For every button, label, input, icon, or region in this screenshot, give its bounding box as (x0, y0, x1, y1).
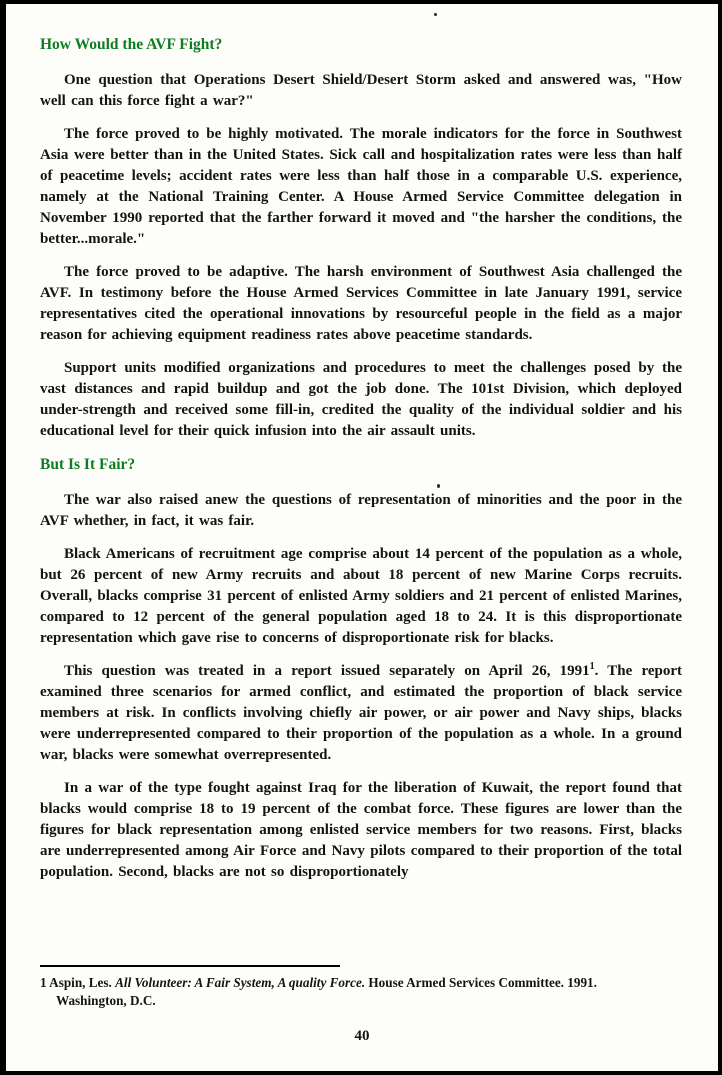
paragraph-6: Black Americans of recruitment age comprise about 14 percent of the population as a whole, but 26 percent of new Army recruits and about 18 percent of new Marine Corps recruits. Overall, blacks comprise 31 percent of enlisted Army soldiers and 21 percent of enlisted Marines, compared to 12 percent of the general population aged 18 to 24. It is this disproportionate representation which gave rise to concerns of disproportionate risk for blacks. (40, 546, 682, 646)
scan-artifact-dot (434, 13, 437, 16)
section-heading-but-is-it-fair: But Is It Fair? (40, 456, 136, 473)
paragraph-3: The force proved to be adaptive. The harsh environment of Southwest Asia challenged the AVF. In testimony before the House Armed Services Committee in late January 1991, service representatives cited the operational innovations by resourceful people in the field as a major reason for achieving equipment readiness rates above peacetime standards. (40, 264, 682, 343)
page-number: 40 (354, 1028, 370, 1044)
section-heading-how-would-avf-fight: How Would the AVF Fight? (40, 36, 223, 53)
footnote-marker: 1 (40, 975, 47, 990)
paragraph-7-text-after-ref: . The report examined three scenarios for armed conflict, and estimated the proportion of black service members at risk. In conflicts involving chiefly air power, or air power and Navy ships, blacks were underrepresented compared to their proportion of the population as a whole. In a ground war, blacks were somewhat overrepresented. (40, 663, 682, 763)
footnote-divider (40, 965, 340, 967)
paragraph-7 (40, 661, 682, 766)
footnote-author: Aspin, Les. (49, 975, 112, 990)
paragraph-2: The force proved to be highly motivated. The morale indicators for the force in Southwest Asia were better than in the United States. Sick call and hospitalization rates were less than half of peacetime levels; accident rates were less than half those in a comparable U.S. experience, namely at the National Training Center. A House Armed Service Committee delegation in November 1990 reported that the farther forward it moved and "the harsher the conditions, the better...morale." (40, 126, 682, 247)
footnote-title: All Volunteer: A Fair System, A quality Force. (115, 975, 366, 990)
footnote-area (40, 965, 682, 1009)
footnote-location: Washington, D.C. (56, 992, 156, 1008)
paragraph-1: One question that Operations Desert Shield/Desert Storm asked and answered was, "How well can this force fight a war?" (40, 72, 682, 109)
scan-artifact-dot (437, 484, 440, 488)
paragraph-4: Support units modified organizations and procedures to meet the challenges posed by the vast distances and rapid buildup and got the job done. The 101st Division, which deployed under-strength and received some fill-in, credited the quality of the individual soldier and his educational level for their quick infusion into the air assault units. (40, 360, 682, 439)
paragraph-7-text-before-ref: This question was treated in a report issued separately on April 26, 1991 (64, 663, 590, 679)
footnote-publisher: House Armed Services Committee. 1991. (368, 975, 597, 990)
page-content (6, 4, 718, 883)
paragraph-8: In a war of the type fought against Iraq for the liberation of Kuwait, the report found that blacks would comprise 18 to 19 percent of the combat force. These figures are lower than the figures for black representation among enlisted service members for two reasons. First, blacks are underrepresented among Air Force and Navy pilots compared to their proportion of the total population. Second, blacks are not so disproportionately (40, 780, 682, 880)
footnote-1 (40, 974, 682, 1009)
footnote-reference-1: 1 (589, 661, 595, 672)
paragraph-5: The war also raised anew the questions of representation of minorities and the poor in the AVF whether, in fact, it was fair. (40, 492, 682, 529)
